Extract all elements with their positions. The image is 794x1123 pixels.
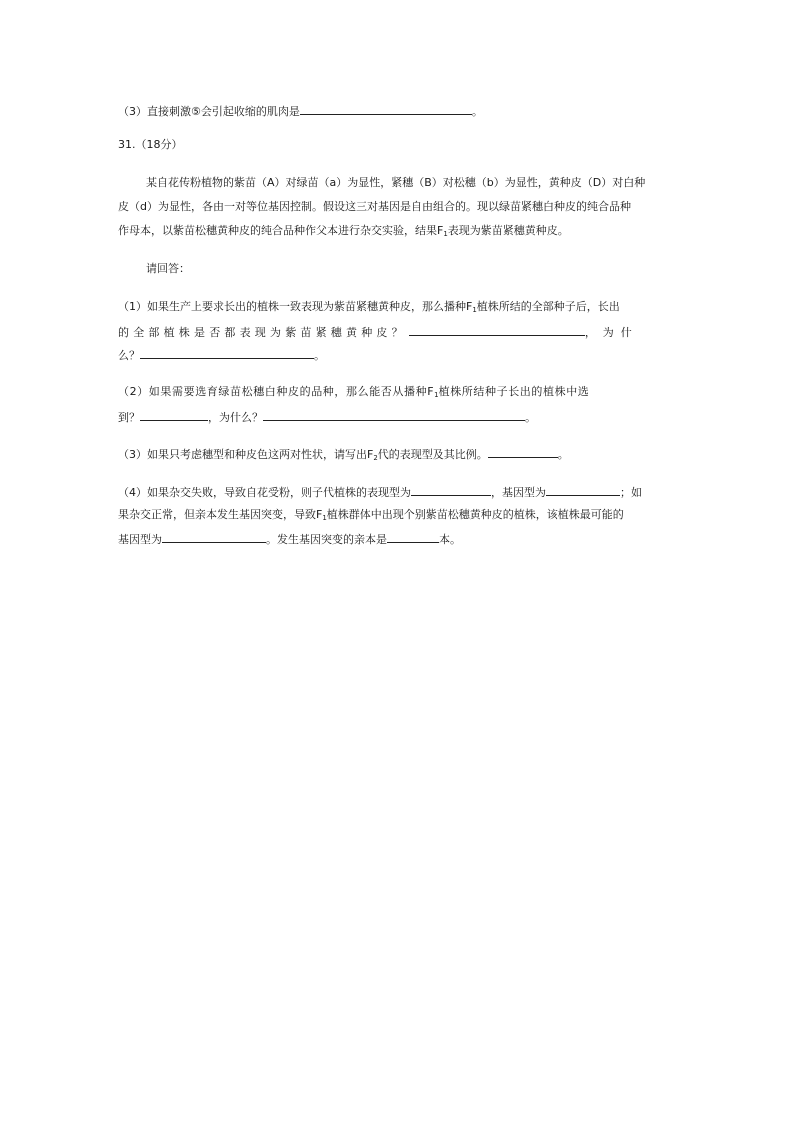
- answer-blank[interactable]: [411, 484, 491, 496]
- answer-blank[interactable]: [140, 409, 208, 421]
- part1-line-3: 么？ 。: [118, 349, 325, 362]
- part3-line: （3）如果只考虑穗型和种皮色这两对性状，请写出$F_2$代的表现型及其比例。 。: [118, 448, 569, 462]
- answer-blank[interactable]: [409, 324, 585, 336]
- intro-line-2: 皮（d）为显性，各由一对等位基因控制。假设这三对基因是自由组合的。现以绿苗紧穗白种皮的纯合品种: [118, 200, 631, 213]
- answer-blank[interactable]: [387, 531, 439, 543]
- answer-blank[interactable]: [162, 531, 266, 543]
- answer-blank[interactable]: [263, 409, 525, 421]
- part4-line-1: （4）如果杂交失败，导致自花受粉，则子代植株的表现型为 ，基因型为 ；如: [118, 486, 642, 499]
- please-answer: 请回答：: [146, 262, 190, 275]
- answer-blank[interactable]: [488, 446, 558, 458]
- part4-line-3: 基因型为 。发生基因突变的亲本是 本。: [118, 533, 461, 546]
- intro-line-1: 某自花传粉植物的紫苗（A）对绿苗（a）为显性，紧穗（B）对松穗（b）为显性，黄种皮（D）对白种: [146, 176, 646, 189]
- part4-line-2: 果杂交正常，但亲本发生基因突变，导致$F_1$植株群体中出现个别紫苗松穗黄种皮的植株，该植株最可能的: [118, 508, 624, 522]
- question-31-heading: 31.（18分）: [118, 138, 183, 151]
- q3-prev-text: （3）直接刺激⑤会引起收缩的肌肉是: [118, 105, 300, 118]
- intro-line-3: 作母本，以紫苗松穗黄种皮的纯合品种作父本进行杂交实验，结果$F_1$表现为紫苗紧穗黄种皮。: [118, 224, 569, 238]
- part2-line-1: （2）如果需要选育绿苗松穗白种皮的品种，那么能否从播种$F_1$植株所结种子长出的植株中选: [118, 385, 590, 399]
- answer-blank[interactable]: [300, 103, 472, 115]
- part1-line-1: （1）如果生产上要求长出的植株一致表现为紫苗紧穗黄种皮，那么播种$F_1$植株所结的全部种子后，长出: [118, 300, 620, 314]
- answer-blank[interactable]: [546, 484, 620, 496]
- q3-prev-line: （3）直接刺激⑤会引起收缩的肌肉是 。: [118, 105, 483, 118]
- part1-line-2: 的全部植株是否都表现为紫苗紧穗黄种皮？ ，为什: [118, 326, 639, 339]
- answer-blank[interactable]: [140, 347, 314, 359]
- part2-line-2: 到？ ，为什么？ 。: [118, 411, 536, 424]
